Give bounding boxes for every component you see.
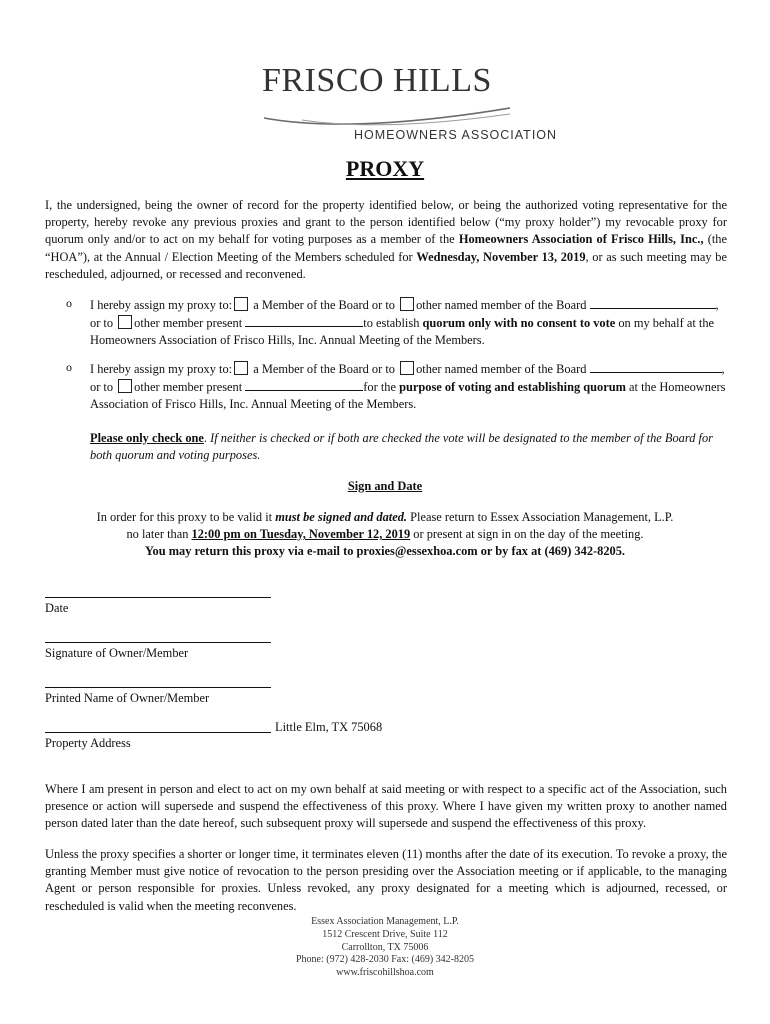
check-note-text: If neither is checked or if both are checked the vote will be designated to the member of the Board for both quorum and voting purposes. bbox=[90, 431, 713, 463]
option-text: , bbox=[715, 298, 719, 312]
intro-hoa-name: Homeowners Association of Frisco Hills, Inc., bbox=[458, 232, 704, 247]
return-email-fax: You may return this proxy via e-mail to proxies@essexhoa.com or by fax at (469) 342-8205. bbox=[144, 544, 626, 559]
board-member-name-field[interactable] bbox=[590, 296, 716, 309]
revocation-paragraph: Unless the proxy specifies a shorter or longer time, it terminates eleven (11) months after the date of its execution. To revoke a proxy, the granting Member must give notice of revocation to the person presiding over the Association meeting or if applicable, to the managing Agent or person responsible for proxies. Unless revoked, any proxy designated for a meeting which is adjourned, recessed, or rescheduled is valid when the meeting reconvenes. bbox=[45, 847, 727, 913]
return-deadline: 12:00 pm on Tuesday, November 12, 2019 bbox=[191, 527, 411, 542]
footer-city: Carrollton, TX 75006 bbox=[341, 941, 429, 953]
intro-paragraph bbox=[45, 197, 727, 283]
board-member-name-field[interactable] bbox=[590, 360, 722, 373]
option-text: for the bbox=[363, 380, 400, 395]
option-text: other named member of the Board bbox=[416, 298, 590, 312]
validity-emphasis: must be signed and dated. bbox=[275, 510, 408, 524]
option-text: on my behalf at the Homeowners Association of Frisco Hills, Inc. Annual Meeting of the Members. bbox=[90, 316, 715, 348]
other-member-checkbox[interactable] bbox=[118, 315, 132, 329]
validity-instructions bbox=[0, 509, 770, 561]
option-text: to establish bbox=[363, 316, 423, 331]
other-member-name-field[interactable] bbox=[245, 378, 363, 391]
hoa-logo bbox=[262, 62, 558, 146]
option-emphasis: purpose of voting and establishing quorum bbox=[399, 380, 626, 395]
property-city: Little Elm, TX 75068 bbox=[275, 720, 383, 734]
option-text: a Member of the Board or to bbox=[250, 298, 399, 312]
option-text: I hereby assign my proxy to: bbox=[90, 362, 233, 376]
in-person-paragraph: Where I am present in person and elect to act on my own behalf at said meeting or with respect to a specific act of the Association, such presence or action will supersede and suspend the effectiveness of this proxy. Where I have given my written proxy to another named person dated later than the date hereof, such subsequent proxy will supersede and suspend the effectiveness of this proxy. bbox=[45, 782, 727, 831]
management-footer bbox=[0, 916, 770, 980]
intro-text: , or as such meeting may be rescheduled, adjourned, or recessed and reconvened. bbox=[45, 249, 727, 281]
check-note-text: . bbox=[203, 431, 211, 445]
board-member-checkbox[interactable] bbox=[234, 297, 248, 311]
option-text: I hereby assign my proxy to: bbox=[90, 298, 233, 312]
other-member-name-field[interactable] bbox=[245, 314, 363, 327]
option1-bullet: o bbox=[66, 296, 72, 310]
other-member-checkbox[interactable] bbox=[118, 379, 132, 393]
printed-name-label: Printed Name of Owner/Member bbox=[45, 691, 210, 705]
option-text: other member present bbox=[134, 316, 246, 331]
footer-street: 1512 Crescent Drive, Suite 112 bbox=[322, 928, 448, 940]
check-one-note bbox=[90, 430, 730, 464]
option-text: or to bbox=[90, 380, 117, 395]
logo-title: FRISCO HILLS bbox=[262, 62, 492, 99]
option-text: other member present bbox=[134, 380, 246, 395]
validity-text: or present at sign in on the day of the meeting. bbox=[410, 527, 644, 542]
date-field[interactable] bbox=[45, 597, 271, 598]
option-text: , bbox=[721, 362, 725, 376]
proxy-option-voting bbox=[90, 360, 730, 414]
validity-text: Please return to Essex Association Management, L.P. bbox=[407, 510, 674, 524]
intro-text: (the “HOA”), at the Annual / Election Meeting of the Members scheduled for bbox=[45, 232, 727, 264]
property-address-label: Property Address bbox=[45, 736, 131, 750]
validity-text: In order for this proxy to be valid it bbox=[96, 510, 276, 524]
intro-text: I, the undersigned, being the owner of record for the property identified below, or being the authorized voting representative for the property, hereby revoke any previous proxies and grant to the person identified below (“my proxy holder”) my revocable proxy for quorum only and/or to act on my behalf for voting purposes as a member of the bbox=[45, 198, 727, 247]
proxy-option-quorum bbox=[90, 296, 730, 350]
footer-website: www.friscohillshoa.com bbox=[336, 967, 434, 979]
date-label: Date bbox=[45, 601, 69, 615]
option-text: other named member of the Board bbox=[416, 362, 590, 376]
footer-phone: Phone: (972) 428-2030 Fax: (469) 342-8205 bbox=[295, 954, 475, 966]
named-board-member-checkbox[interactable] bbox=[400, 297, 414, 311]
option-text: at the Homeowners Association of Frisco Hills, Inc. Annual Meeting of the Members. bbox=[90, 380, 726, 412]
named-board-member-checkbox[interactable] bbox=[400, 361, 414, 375]
check-note-emphasis: Please only check one bbox=[90, 431, 204, 445]
option-emphasis: quorum only with no consent to vote bbox=[422, 316, 616, 331]
property-address-field[interactable] bbox=[45, 732, 271, 733]
option-text: or to bbox=[90, 316, 117, 331]
board-member-checkbox[interactable] bbox=[234, 361, 248, 375]
option2-bullet: o bbox=[66, 360, 72, 374]
intro-meeting-date: Wednesday, November 13, 2019 bbox=[416, 249, 586, 264]
sign-and-date-heading: Sign and Date bbox=[347, 479, 423, 493]
signature-field[interactable] bbox=[45, 642, 271, 643]
footer-company: Essex Association Management, L.P. bbox=[311, 916, 459, 927]
printed-name-field[interactable] bbox=[45, 687, 271, 688]
page-title: PROXY bbox=[345, 156, 425, 181]
option-text: a Member of the Board or to bbox=[250, 362, 399, 376]
validity-text: no later than bbox=[126, 527, 192, 542]
signature-label: Signature of Owner/Member bbox=[45, 646, 189, 660]
logo-subtitle: HOMEOWNERS ASSOCIATION bbox=[354, 128, 558, 142]
